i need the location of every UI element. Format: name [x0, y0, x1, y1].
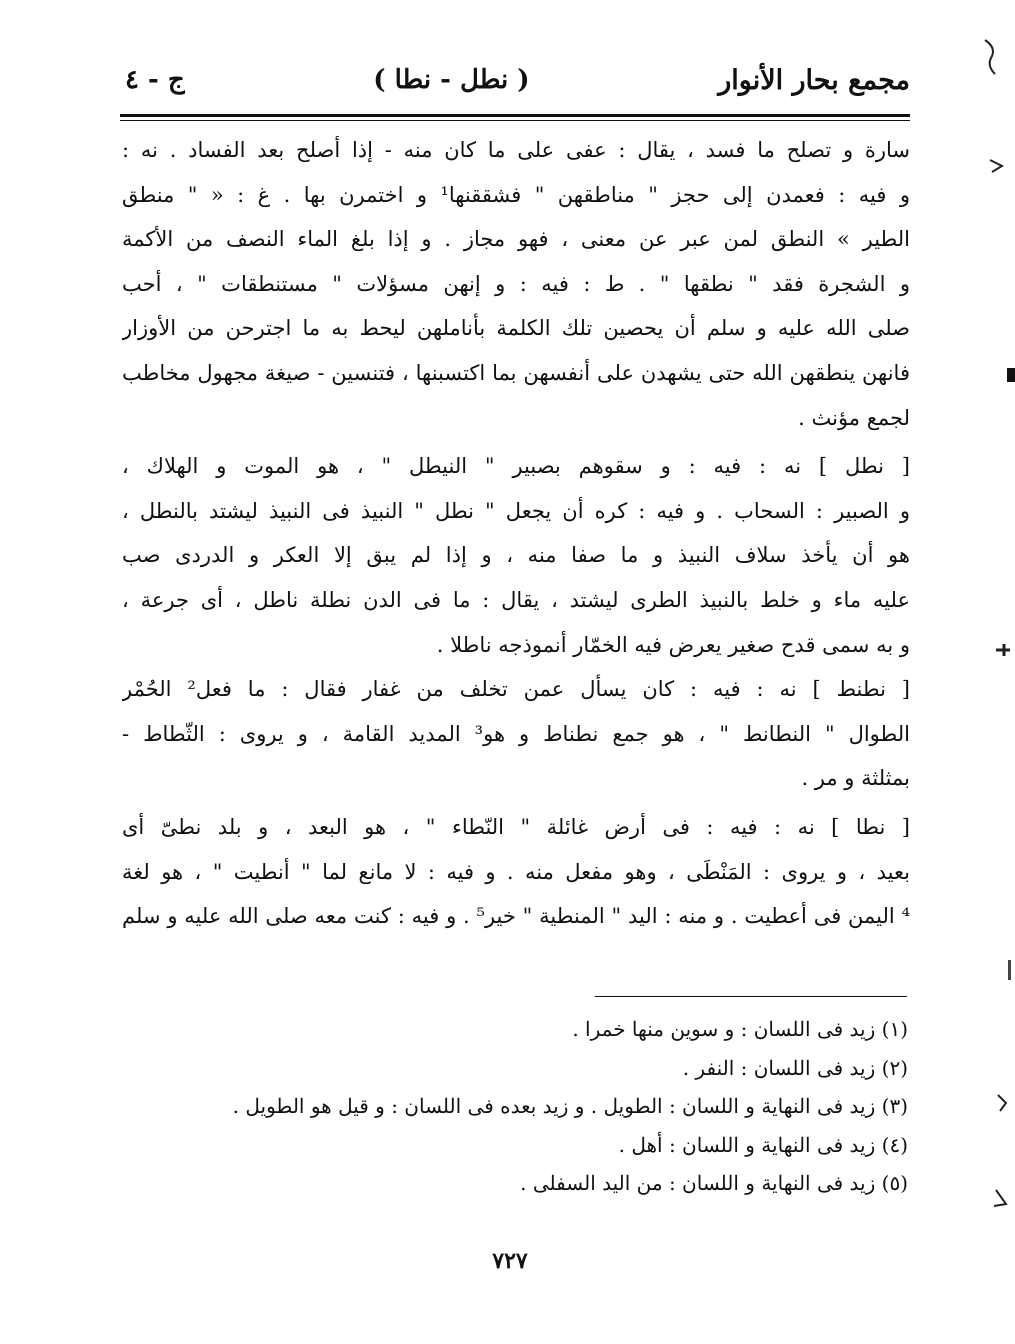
paragraph-natq — [122, 128, 910, 440]
margin-scribble — [998, 1095, 1006, 1111]
paragraph-nata — [122, 805, 910, 939]
header-rule — [120, 114, 910, 117]
text-line: بعيد ، و يروى : المَنْطَى ، وهو مفعل منه . و فيه : لا مانع لما " أنطيت " ، هو لغة — [122, 859, 910, 884]
margin-mark — [1007, 368, 1015, 382]
book-title: مجمع بحار الأنوار — [718, 64, 910, 96]
entry-words: ( نطل - نطا ) — [373, 65, 530, 95]
page-number: ٧٢٧ — [492, 1248, 528, 1274]
text-line: [ نطا ] نه : فيه : فى أرض غائلة " النّطاء " ، هو البعد ، و بلد نطىّ أى — [122, 814, 910, 839]
text-line: فانهن ينطقهن الله حتى يشهدن على أنفسهن بما اكتسبنها ، فتنسين - صيغة مجهول مخاطب — [122, 360, 910, 385]
text-line: ⁴ اليمن فى أعطيت . و منه : اليد " المنطية " خير⁵ . و فيه : كنت معه صلى الله عليه و سلم — [122, 904, 910, 929]
footnote: (٣) زيد فى النهاية و اللسان : الطويل . و زيد بعده فى اللسان : و قيل هو الطويل . — [232, 1094, 908, 1118]
footnote: (١) زيد فى اللسان : و سوين منها خمرا . — [572, 1017, 908, 1041]
text-line: و به سمى قدح صغير يعرض فيه الخمّار أنموذجه ناطلا . — [436, 632, 910, 657]
margin-scribble — [985, 40, 995, 74]
header-rule-thin — [120, 120, 910, 121]
text-line: الطير » النطق لمن عبر عن معنى ، فهو مجاز . و إذا بلغ الماء النصف من الأكمة — [122, 227, 910, 252]
text-line: سارة و تصلح ما فسد ، يقال : عفى على ما كان منه - إذا أصلح بعد الفساد . نه : — [122, 138, 910, 162]
text-line: بمثلثة و مر . — [801, 766, 910, 791]
text-line: و فيه : فعمدن إلى حجز " مناطقهن " فشققنها¹ و اختمرن بها . غ : « " منطق — [122, 182, 910, 207]
footnote-rule — [595, 996, 907, 997]
margin-mark — [1008, 960, 1011, 980]
footnote: (٤) زيد فى النهاية و اللسان : أهل . — [618, 1132, 908, 1157]
text-line: لجمع مؤنث . — [798, 405, 910, 430]
text-line: [ نطنط ] نه : فيه : كان يسأل عمن تخلف من غفار فقال : ما فعل² الحُمْر — [122, 677, 910, 702]
paragraph-natnat — [122, 667, 910, 801]
text-line: صلى الله عليه و سلم أن يحصين تلك الكلمة بأناملهن ليحط به ما اجترحن من الأوزار — [122, 316, 910, 341]
volume-number: ج - ٤ — [125, 65, 185, 95]
text-line: و الصبير : السحاب . و فيه : كره أن يجعل " نطل " النبيذ فى النبيذ ليشتد بالنطل ، — [122, 498, 910, 523]
margin-scribble — [990, 160, 1002, 172]
text-line: الطوال " النطانط " ، هو جمع نطناط و هو³ المديد القامة ، و يروى : الثّطاط - — [122, 721, 910, 746]
main-text — [122, 128, 910, 939]
footnote: (٥) زيد فى النهاية و اللسان : من اليد السفلى . — [520, 1171, 908, 1195]
text-line: و الشجرة فقد " نطقها " . ط : فيه : و إنهن مسؤلات " مستنطقات " ، أحب — [122, 271, 910, 296]
text-line: هو أن يأخذ سلاف النبيذ و ما صفا منه ، و إذا لم يبق إلا العكر و الدردى صب — [122, 543, 910, 568]
margin-mark — [996, 644, 1010, 656]
page-header — [125, 58, 910, 102]
footnotes — [232, 1010, 908, 1203]
paragraph-natl — [122, 444, 910, 667]
margin-scribble — [994, 1190, 1006, 1206]
text-line: [ نطل ] نه : فيه : و سقوهم بصبير " النيطل " ، هو الموت و الهلاك ، — [122, 454, 910, 479]
footnote: (٢) زيد فى اللسان : النفر . — [682, 1055, 908, 1080]
text-line: عليه ماء و خلط بالنبيذ الطرى ليشتد ، يقال : ما فى الدن نطلة ناطل ، أى جرعة ، — [122, 587, 910, 612]
